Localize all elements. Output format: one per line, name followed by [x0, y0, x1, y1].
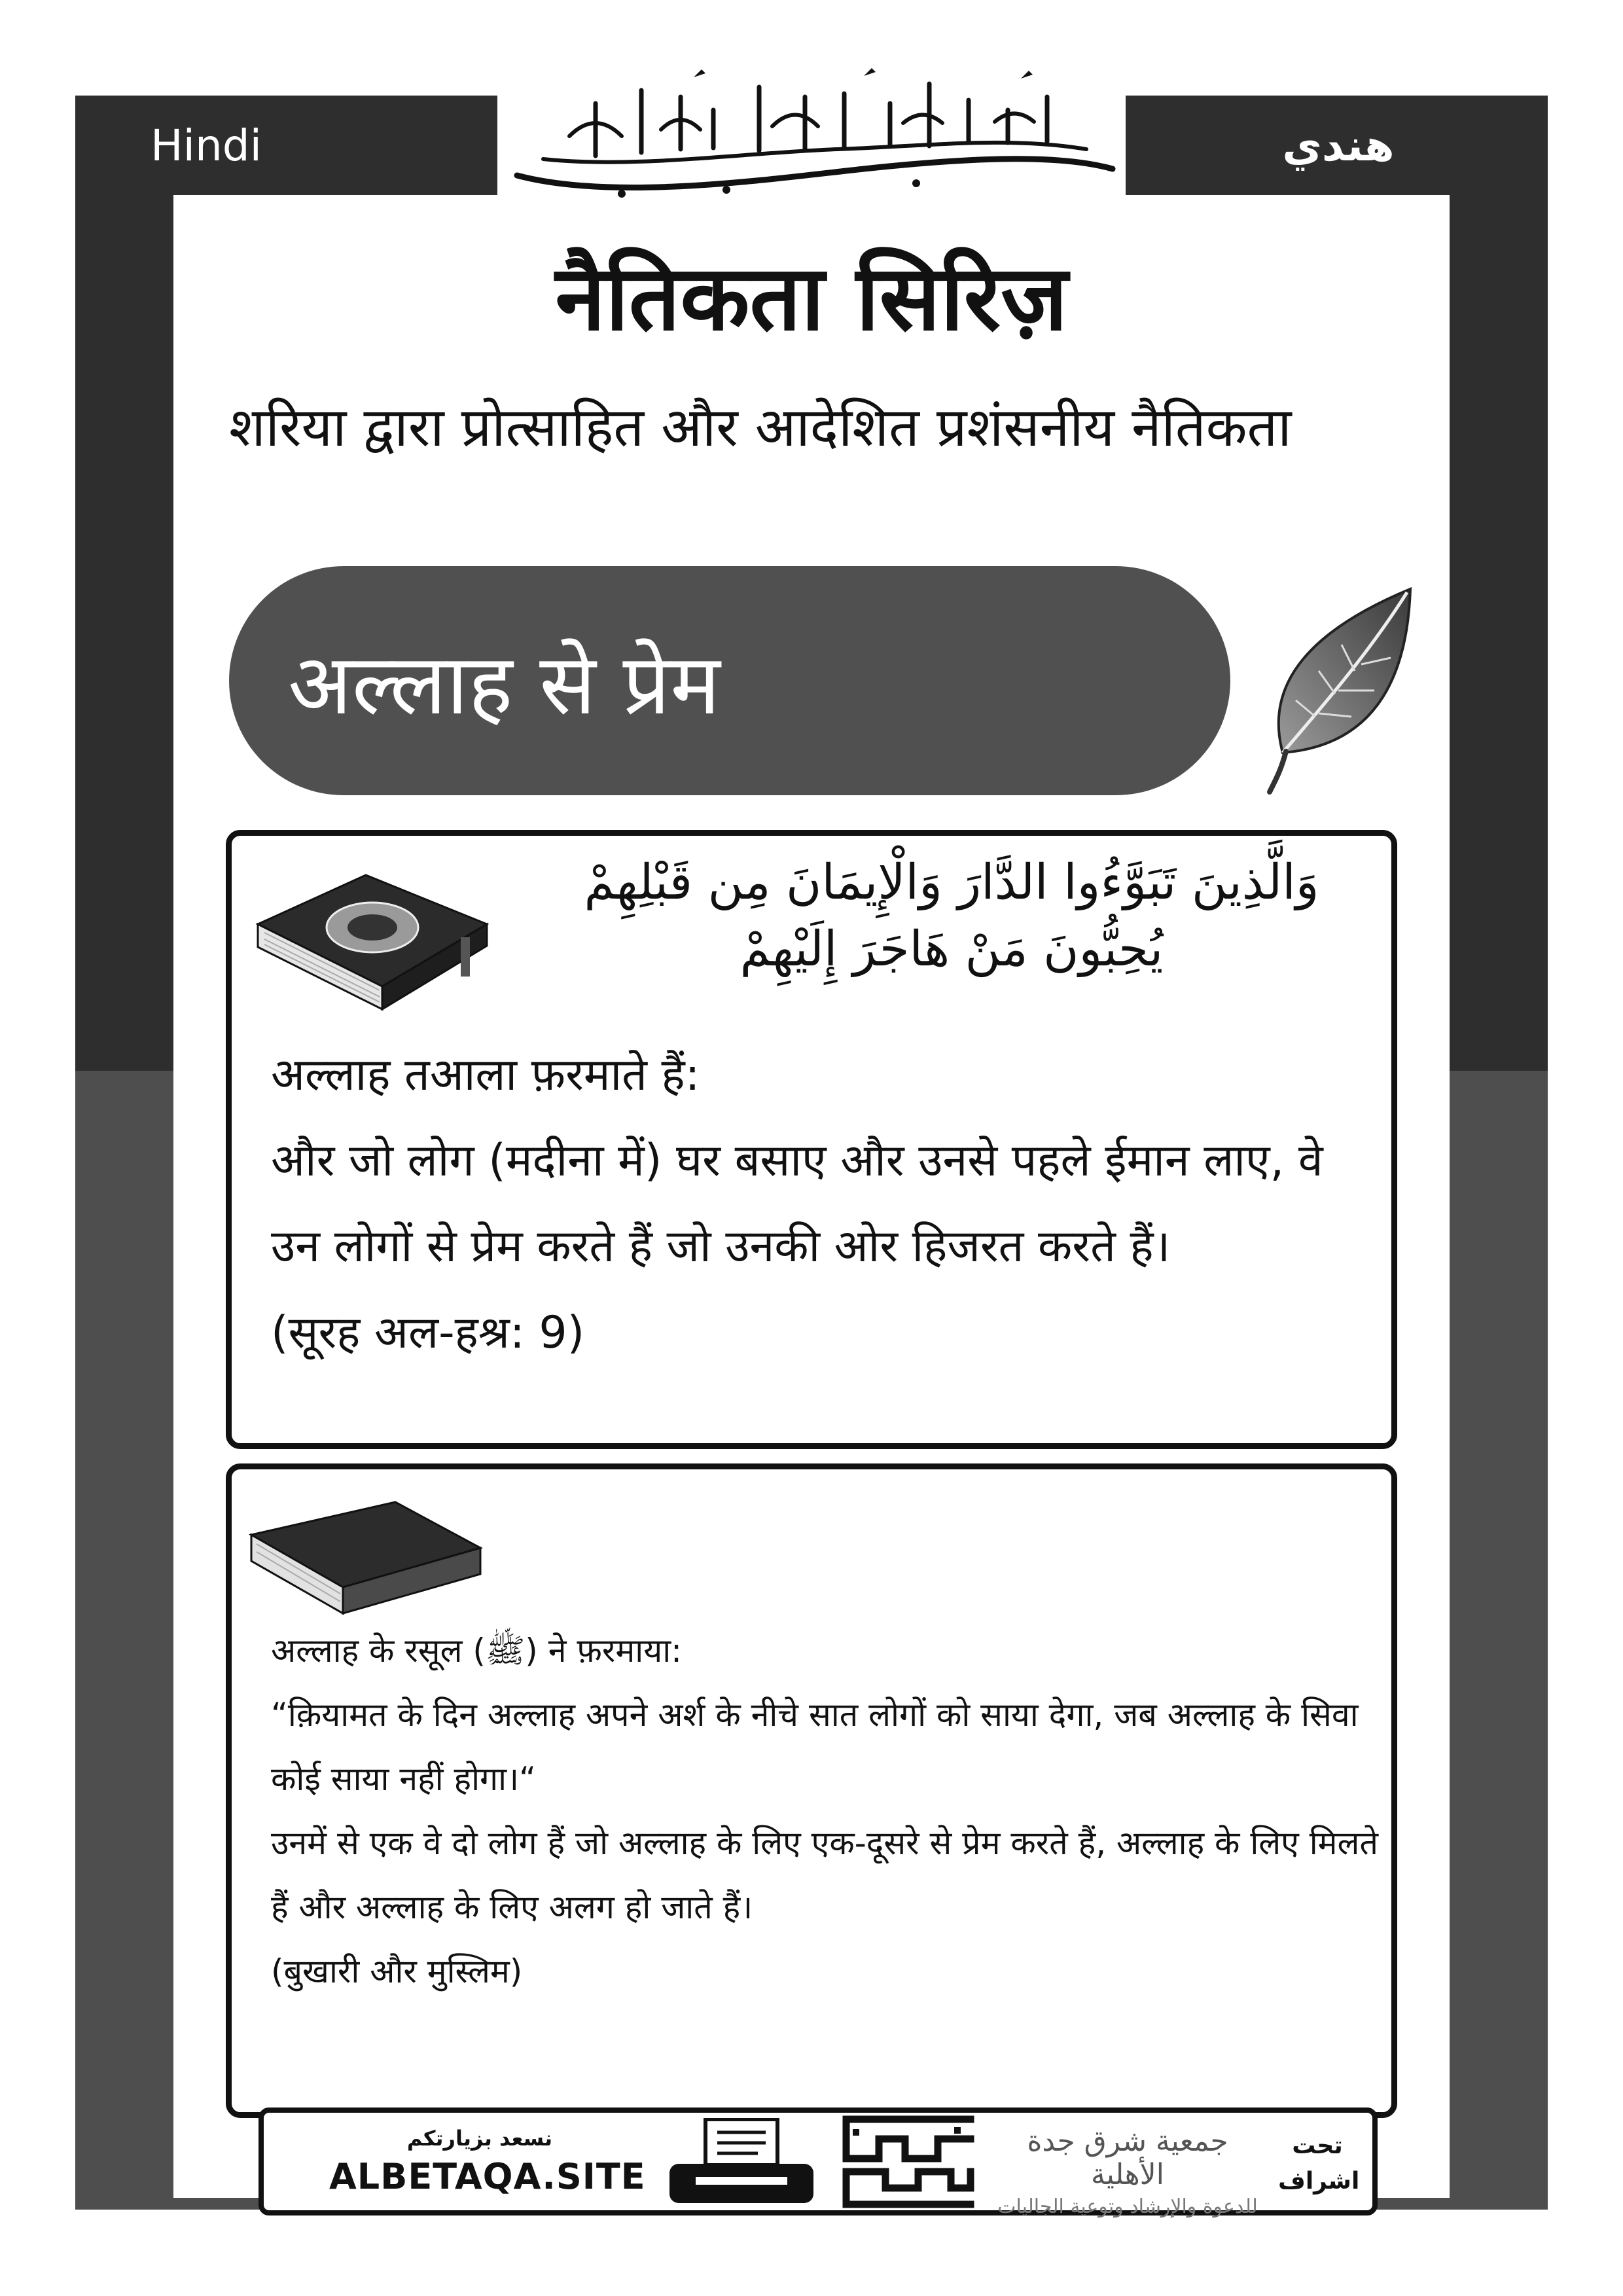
- quran-book-icon: [251, 862, 493, 1016]
- topic-banner: [229, 566, 1230, 795]
- hadith-intro: अल्लाह के रसूल (ﷺ) ने फ़रमाया:: [271, 1632, 682, 1670]
- page-subtitle: शरिया द्वारा प्रोत्साहित और आदेशित प्रशंसनीय नैतिकता: [229, 397, 1292, 459]
- association-desc: للدعوة والإرشاد وتوعية الجاليات: [997, 2195, 1258, 2218]
- verse-arabic: [546, 849, 1357, 982]
- language-label-arabic: هندي: [1129, 96, 1548, 195]
- verse-arabic-line-1: وَالَّذِينَ تَبَوَّءُوا الدَّارَ وَالْإِيمَانَ مِن قَبْلِهِمْ: [584, 854, 1319, 910]
- page-title: नैतिकता सिरिज़: [555, 245, 1068, 351]
- footer-bar: [259, 2108, 1378, 2218]
- language-label-english: Hindi: [75, 96, 337, 195]
- hadith-text: [271, 1619, 1383, 2003]
- basmala-calligraphy: [497, 38, 1126, 215]
- hadith-detail: उनमें से एक वे दो लोग हैं जो अल्लाह के लिए एक-दूसरे से प्रेम करते हैं, अल्लाह के लिए मिलते हैं और अल्लाह के लिए अलग हो जाते हैं।: [271, 1824, 1378, 1926]
- hadith-quote: “क़ियामत के दिन अल्लाह अपने अर्श के नीचे सात लोगों को साया देगा, जब अल्लाह के सिवा कोई साया नहीं होगा।“: [271, 1696, 1359, 1798]
- verse-intro: अल्लाह तआला फ़रमाते हैं:: [271, 1049, 700, 1101]
- footer-visit-text: نسعد بزيارتكم: [406, 2126, 553, 2151]
- kufic-logo: [840, 2113, 977, 2211]
- verse-card: [226, 830, 1397, 1449]
- verse-translation: और जो लोग (मदीना में) घर बसाए और उनसे पहले ईमान लाए, वे उन लोगों से प्रेम करते हैं जो उनकी ओर हिजरत करते हैं।: [271, 1135, 1323, 1273]
- footer-site-link[interactable]: ALBETAQA.SITE: [329, 2156, 646, 2197]
- topic-title: अल्लाह से प्रेम: [288, 636, 721, 734]
- hadith-card: [226, 1463, 1397, 2118]
- supervision-label: تحت اشراف: [1278, 2132, 1360, 2195]
- verse-arabic-line-2: يُحِبُّونَ مَنْ هَاجَرَ إِلَيْهِمْ: [740, 921, 1164, 978]
- association-logo: [997, 2125, 1258, 2218]
- leaf-icon: [1257, 583, 1420, 798]
- closed-book-icon: [245, 1489, 487, 1620]
- verse-text: [271, 1032, 1370, 1376]
- hadith-reference: (बुखारी और मुस्लिम): [271, 1952, 523, 1990]
- association-name: جمعية شرق جدة الأهلية: [1027, 2125, 1228, 2191]
- verse-reference: (सूरह अल-हश्र: 9): [271, 1306, 585, 1359]
- printer-icon: [660, 2118, 823, 2210]
